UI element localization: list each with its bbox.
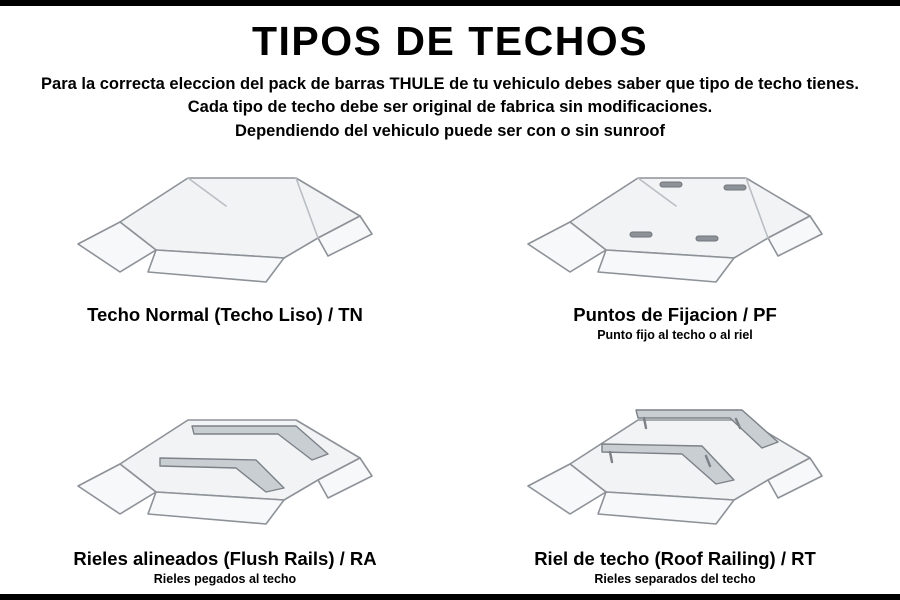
car-roof-fixpoints-icon [510, 154, 840, 306]
roof-type-label: Puntos de Fijacion / PF [573, 304, 777, 325]
car-roof-plain-icon [60, 154, 390, 306]
roof-type-label: Techo Normal (Techo Liso) / TN [87, 304, 363, 325]
roof-type-label: Rieles alineados (Flush Rails) / RA [73, 548, 377, 569]
subtitle-line-3: Dependiendo del vehiculo puede ser con o sin sunroof [235, 121, 665, 140]
roof-type-label: Riel de techo (Roof Railing) / RT [534, 548, 816, 569]
page-title: TIPOS DE TECHOS [251, 18, 649, 64]
roof-type-sublabel: Punto fijo al techo o al riel [597, 328, 753, 342]
roof-type-card-riel-de-techo [450, 372, 900, 592]
roof-type-sublabel: Rieles separados del techo [594, 572, 756, 586]
roof-type-card-rieles-alineados [0, 372, 450, 592]
page-subtitle [0, 73, 900, 143]
subtitle-line-1: Para la correcta eleccion del pack de barras THULE de tu vehiculo debes saber que tipo de techo tienes. [41, 75, 859, 94]
roof-types-grid [0, 152, 900, 592]
car-roof-raised-railing-icon [510, 396, 840, 548]
roof-type-card-techo-normal [0, 152, 450, 372]
roof-type-card-puntos-de-fijacion [450, 152, 900, 372]
roof-type-sublabel: Rieles pegados al techo [153, 572, 297, 586]
car-roof-flush-rails-icon [60, 396, 390, 548]
subtitle-line-2: Cada tipo de techo debe ser original de fabrica sin modificaciones. [187, 98, 713, 117]
